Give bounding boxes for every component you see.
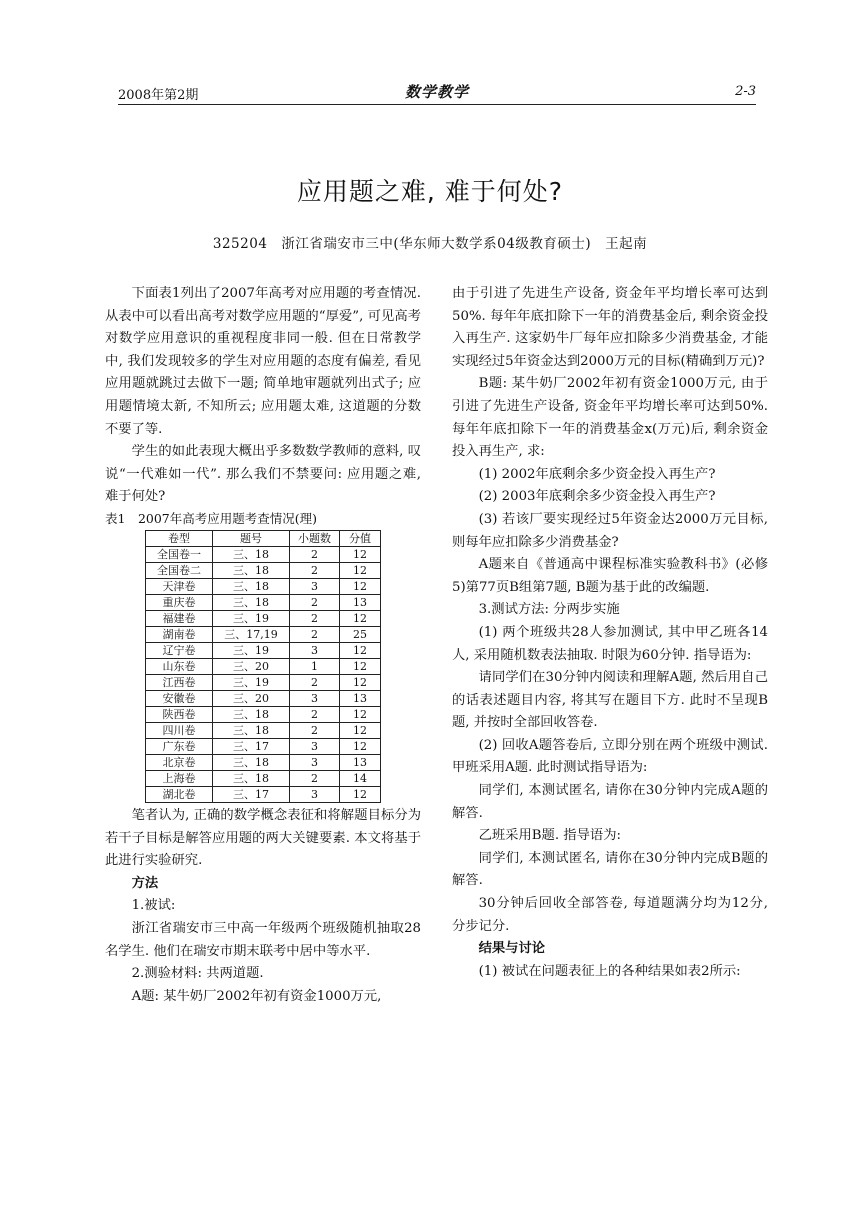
page-number: 2-3 [735,84,756,99]
table-header-cell: 卷型 [146,530,213,546]
paragraph: (1) 2002年底剩余多少资金投入再生产? [478,466,716,482]
table-header-cell: 小题数 [290,530,340,546]
table-row [146,754,381,770]
running-header [118,80,756,105]
table-row [146,722,381,738]
paragraph: 2.测验材料: 共两道题. [131,966,264,982]
table-cell: 福建卷 [146,610,213,626]
table-row [146,626,381,642]
table-cell: 湖北卷 [146,786,213,802]
paragraph: B题: 某牛奶厂2002年初有资金1000万元, 由于引进了先进生产设备, 资金年平均增长率可达到50%. 每年年底扣除下一年的消费基金x(万元)后, 剩余资金投入再生产, 求: [452,376,768,460]
table-cell: 14 [340,770,381,786]
table-row [146,562,381,578]
table-cell: 12 [340,546,381,562]
table-cell: 江西卷 [146,674,213,690]
paragraph: 下面表1列出了2007年高考对应用题的考查情况. 从表中可以看出高考对数学应用题的“厚爱”, 可见高考对数学应用意识的重视程度非同一般. 但在日常教学中, 我们发现较多的学生对应用题的态度有偏差, 看见应用题就跳过去做下一题; 简单地审题就列出式子; 应用题情境太新, 不知所云; 应用题太难, 这道题的分数不要了等. [105,286,421,437]
table-cell: 2 [290,674,340,690]
table-cell: 12 [340,738,381,754]
table-cell: 三、18 [213,594,290,610]
left-column [105,283,421,1008]
table-row [146,546,381,562]
table-cell: 上海卷 [146,770,213,786]
paragraph: (2) 回收A题答卷后, 立即分别在两个班级中测试. 甲班采用A题. 此时测试指导语为: [452,737,768,776]
table-row [146,610,381,626]
table-cell: 三、19 [213,674,290,690]
table-header-cell: 题号 [213,530,290,546]
table-header-row [146,530,381,546]
paragraph: 浙江省瑞安市三中高一年级两个班级随机抽取28名学生. 他们在瑞安市期末联考中居中等水平. [105,920,421,959]
table-body [146,546,381,802]
table-cell: 12 [340,786,381,802]
table-row [146,770,381,786]
paragraph: 同学们, 本测试匿名, 请你在30分钟内完成A题的解答. [452,783,768,821]
table-cell: 辽宁卷 [146,642,213,658]
paragraph: (3) 若该厂要实现经过5年资金达2000万元目标, 则每年应扣除多少消费基金? [452,511,768,550]
article-title: 应用题之难, 难于何处? [296,177,564,206]
paragraph: A题来自《普通高中课程标准实验教科书》(必修5)第77页B组第7题, B题为基于此的改编题. [452,557,768,595]
table-cell: 25 [340,626,381,642]
table-row [146,690,381,706]
table-cell: 全国卷一 [146,546,213,562]
table-cell: 安徽卷 [146,690,213,706]
table-cell: 12 [340,674,381,690]
table-cell: 三、18 [213,754,290,770]
table-cell: 三、18 [213,578,290,594]
table-cell: 2 [290,610,340,626]
table-cell: 三、19 [213,642,290,658]
section-heading: 结果与讨论 [478,941,546,957]
table-cell: 13 [340,754,381,770]
table-row [146,658,381,674]
table-cell: 广东卷 [146,738,213,754]
paragraph: 30分钟后回收全部答卷, 每道题满分均为12分, 分步记分. [452,896,768,934]
table-cell: 12 [340,658,381,674]
paragraph: 笔者认为, 正确的数学概念表征和将解题目标分为若干子目标是解答应用题的两大关键要素. 本文将基于此进行实验研究. [105,807,421,869]
table-cell: 重庆卷 [146,594,213,610]
table-cell: 12 [340,610,381,626]
paragraph: 1.被试: [131,898,176,914]
table-cell: 13 [340,594,381,610]
right-column [452,283,768,983]
paragraph: (1) 被试在问题表征上的各种结果如表2所示: [478,963,741,979]
table-cell: 2 [290,626,340,642]
section-heading: 方法 [131,875,159,891]
table-cell: 三、18 [213,770,290,786]
paragraph: 同学们, 本测试匿名, 请你在30分钟内完成B题的解答. [452,850,768,889]
table-row [146,594,381,610]
journal-name: 数学教学 [404,83,469,101]
paragraph: 学生的如此表现大概出乎多数数学教师的意料, 叹说“一代难如一代”. 那么我们不禁要问: 应用题之难, 难于何处? [105,444,421,505]
paragraph: 由于引进了先进生产设备, 资金年平均增长率可达到50%. 每年年底扣除下一年的消费基金后, 剩余资金投入再生产. 这家奶牛厂每年应扣除多少消费基金, 才能实现经过5年资金达到2000万元的目标(精确到万元)? [452,286,768,369]
table-cell: 天津卷 [146,578,213,594]
paragraph: 3.测试方法: 分两步实施 [478,602,620,618]
table-cell: 2 [290,594,340,610]
table-cell: 3 [290,578,340,594]
table-cell: 3 [290,642,340,658]
table-cell: 陕西卷 [146,706,213,722]
table-row [146,786,381,802]
table-row [146,674,381,690]
table-cell: 12 [340,562,381,578]
paragraph: A题: 某牛奶厂2002年初有资金1000万元, [131,988,382,1004]
table-cell: 12 [340,722,381,738]
table-cell: 全国卷二 [146,562,213,578]
table-cell: 三、18 [213,546,290,562]
table-cell: 2 [290,562,340,578]
table-row [146,642,381,658]
table-cell: 3 [290,690,340,706]
table-cell: 三、18 [213,562,290,578]
table-cell: 2 [290,770,340,786]
table-cell: 三、19 [213,610,290,626]
paragraph: 乙班采用B题. 指导语为: [478,828,621,844]
table-cell: 湖南卷 [146,626,213,642]
table-row [146,578,381,594]
table-cell: 3 [290,738,340,754]
table-cell: 12 [340,578,381,594]
table-cell: 2 [290,722,340,738]
table-cell: 北京卷 [146,754,213,770]
table-cell: 12 [340,642,381,658]
table-caption: 表1 2007年高考应用题考查情况(理) [105,510,318,526]
paragraph: 请同学们在30分钟内阅读和理解A题, 然后用自己的话表述题目内容, 将其写在题目下方. 此时不呈现B题, 并按时全部回收答卷. [452,670,768,731]
table-cell: 1 [290,658,340,674]
table-cell: 三、20 [213,658,290,674]
paragraph: (2) 2003年底剩余多少资金投入再生产? [478,489,716,505]
issue-label: 2008年第2期 [118,88,199,103]
table-row [146,706,381,722]
table-cell: 三、17 [213,786,290,802]
table-cell: 三、18 [213,722,290,738]
table-cell: 山东卷 [146,658,213,674]
table-cell: 三、17 [213,738,290,754]
table-header-cell: 分值 [340,530,381,546]
exam-table [145,530,381,803]
table-cell: 三、17,19 [213,626,290,642]
table-cell: 三、18 [213,706,290,722]
paragraph: (1) 两个班级共28人参加测试, 其中甲乙班各14人, 采用随机数表法抽取. 时限为60分钟. 指导语为: [452,624,768,663]
table-cell: 三、20 [213,690,290,706]
table-cell: 13 [340,690,381,706]
author-line: 325204 浙江省瑞安市三中(华东师大数学系04级教育硕士) 王起南 [212,236,648,252]
table-cell: 3 [290,786,340,802]
table-cell: 四川卷 [146,722,213,738]
table-cell: 12 [340,706,381,722]
table-cell: 2 [290,706,340,722]
table-row [146,738,381,754]
table-cell: 3 [290,754,340,770]
table-cell: 2 [290,546,340,562]
